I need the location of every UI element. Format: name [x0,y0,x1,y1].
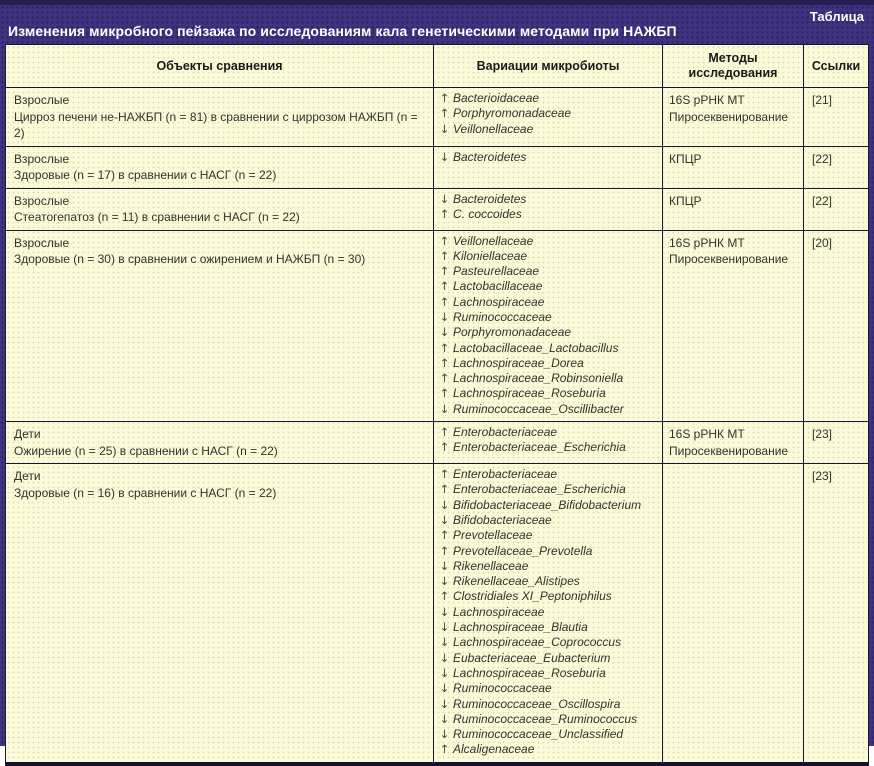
microbiota-entry [438,150,658,165]
microbiota-entry [438,341,658,356]
microbiota-entry [438,207,658,222]
microbiota-entry [438,234,658,249]
microbiota-entry [438,249,658,264]
taxon-name: Lactobacillaceae [453,279,543,294]
taxon-name: Veillonellaceae [453,233,534,248]
taxon-name: Ruminococcaceae_Oscillibacter [453,401,624,416]
trend-arrow-icon: ↓ [439,696,450,711]
microbiota-entry [438,589,658,604]
trend-arrow-icon: ↓ [439,325,450,340]
trend-arrow-icon: ↓ [439,665,450,680]
microbiota-entry [438,544,658,559]
cell-reference: [22] [812,151,833,166]
taxon-name: Prevotellaceae_Prevotella [453,543,593,558]
taxon-name: Porphyromonadaceae [453,106,572,121]
cell-microbiota-variations [434,147,663,188]
cell-microbiota-variations [434,88,663,146]
column-header-microbiota: Вариации микробиоты [434,45,663,87]
trend-arrow-icon: ↑ [439,340,450,355]
trend-arrow-icon: ↓ [439,604,450,619]
object-group-label: Дети [14,427,41,442]
taxon-name: Kiloniellaceae [453,248,528,263]
taxon-name: Lachnospiraceae_Roseburia [453,665,606,680]
taxon-name: Eubacteriaceae_Eubacterium [453,650,611,665]
microbiota-entry [438,528,658,543]
trend-arrow-icon: ↑ [439,589,450,604]
taxon-name: Veillonellaceae [453,121,534,136]
microbiota-entry [438,279,658,294]
microbiota-entry [438,559,658,574]
taxon-name: Bacteroidetes [453,149,527,164]
table-row [6,189,868,231]
cell-comparison-objects [6,189,434,230]
microbiota-entry [438,467,658,482]
object-comparison-text: Здоровые (n = 30) в сравнении с ожирением и НАЖБП (n = 30) [14,252,366,266]
trend-arrow-icon: ↓ [439,401,450,416]
table-row [6,422,868,464]
taxon-name: Lachnospiraceae_Blautia [453,620,588,635]
trend-arrow-icon: ↓ [439,558,450,573]
table-row [6,147,868,189]
trend-arrow-icon: ↑ [439,294,450,309]
microbiota-entry [438,425,658,440]
taxon-name: Lactobacillaceae_Lactobacillus [453,340,619,355]
taxon-name: Porphyromonadaceae [453,325,572,340]
trend-arrow-icon: ↑ [439,355,450,370]
cell-reference: [23] [812,427,833,442]
trend-arrow-icon: ↑ [439,528,450,543]
object-group-label: Дети [14,469,41,484]
microbiota-entry [438,513,658,528]
trend-arrow-icon: ↑ [439,106,450,121]
trend-arrow-icon: ↓ [439,149,450,164]
microbiota-entry [438,440,658,455]
taxon-name: Lachnospiraceae_Robinsoniella [453,371,624,386]
taxon-name: Lachnospiraceae [453,604,545,619]
taxon-name: C. coccoides [453,206,522,221]
cell-research-method: 16S рРНК МТ Пиросеквенирование [663,422,804,463]
trend-arrow-icon: ↑ [439,386,450,401]
taxon-name: Enterobacteriaceae [453,425,558,440]
taxon-name: Bacteroidetes [453,191,527,206]
microbiota-entry [438,106,658,121]
column-header-references: Ссылки [811,58,861,73]
data-table [5,44,869,766]
cell-microbiota-variations [434,189,663,230]
cell-comparison-objects [6,147,434,188]
object-comparison-text: Стеатогепатоз (n = 11) в сравнении с НАСГ (n = 22) [14,210,300,224]
taxon-name: Rikenellaceae [453,558,529,573]
cell-reference: [20] [812,235,833,250]
object-comparison-text: Здоровые (n = 17) в сравнении с НАСГ (n = 22) [14,168,277,182]
microbiota-entry [438,264,658,279]
taxon-name: Lachnospiraceae [453,294,545,309]
table-row [6,231,868,423]
microbiota-entry [438,742,658,757]
cell-research-method [663,464,804,762]
trend-arrow-icon: ↑ [439,440,450,455]
cell-reference: [21] [812,93,833,107]
trend-arrow-icon: ↓ [439,650,450,665]
trend-arrow-icon: ↓ [439,635,450,650]
microbiota-entry [438,620,658,635]
taxon-name: Enterobacteriaceae_Escherichia [453,440,626,455]
table-caption: Таблица [809,9,864,24]
cell-microbiota-variations [434,231,663,422]
trend-arrow-icon: ↑ [439,742,450,757]
microbiota-entry [438,681,658,696]
trend-arrow-icon: ↓ [439,711,450,726]
microbiota-entry [438,498,658,513]
taxon-name: Lachnospiraceae_Coprococcus [453,635,622,650]
trend-arrow-icon: ↑ [439,425,450,440]
trend-arrow-icon: ↑ [439,467,450,482]
cell-microbiota-variations [434,422,663,463]
object-group-label: Взрослые [14,235,70,250]
column-header-methods: Методы исследования [663,45,804,87]
trend-arrow-icon: ↑ [439,543,450,558]
table-title: Изменения микробного пейзажа по исследованиям кала генетическими методами при НАЖБП [8,23,677,39]
taxon-name: Clostridiales XI_Peptoniphilus [453,589,612,604]
top-border-strip [0,0,874,5]
trend-arrow-icon: ↓ [439,121,450,136]
trend-arrow-icon: ↓ [439,512,450,527]
object-comparison-text: Здоровые (n = 16) в сравнении с НАСГ (n = 22) [14,485,277,500]
microbiota-entry [438,356,658,371]
microbiota-entry [438,402,658,417]
cell-comparison-objects [6,88,434,146]
microbiota-entry [438,371,658,386]
table-row [6,464,868,762]
taxon-name: Ruminococcaceae [453,681,552,696]
microbiota-entry [438,482,658,497]
trend-arrow-icon: ↑ [439,264,450,279]
taxon-name: Ruminococcaceae [453,309,552,324]
microbiota-entry [438,697,658,712]
cell-research-method: КПЦР [663,189,804,230]
table-body [6,88,868,762]
table-row [6,88,868,147]
taxon-name: Bifidobacteriaceae_Bifidobacterium [453,497,642,512]
microbiota-entry [438,91,658,106]
taxon-name: Lachnospiraceae_Roseburia [453,386,606,401]
cell-comparison-objects [6,231,434,422]
taxon-name: Ruminococcaceae_Ruminococcus [453,711,638,726]
trend-arrow-icon: ↑ [439,482,450,497]
trend-arrow-icon: ↓ [439,681,450,696]
object-comparison-text: Ожирение (n = 25) в сравнении с НАСГ (n = 22) [14,443,278,458]
table-header-row [6,45,868,88]
trend-arrow-icon: ↑ [439,279,450,294]
trend-arrow-icon: ↑ [439,91,450,105]
cell-research-method: 16S рРНК МТ Пиросеквенирование [663,88,804,146]
object-comparison-text: Цирроз печени не-НАЖБП (n = 81) в сравнении с циррозом НАЖБП (n = 2) [14,109,418,140]
taxon-name: Bifidobacteriaceae [453,512,552,527]
trend-arrow-icon: ↑ [439,371,450,386]
trend-arrow-icon: ↓ [439,309,450,324]
cell-microbiota-variations [434,464,663,762]
taxon-name: Lachnospiraceae_Dorea [453,355,584,370]
trend-arrow-icon: ↑ [439,248,450,263]
trend-arrow-icon: ↑ [439,206,450,221]
trend-arrow-icon: ↑ [439,233,450,248]
cell-reference: [23] [812,469,833,484]
microbiota-entry [438,386,658,401]
trend-arrow-icon: ↓ [439,620,450,635]
object-group-label: Взрослые [14,93,70,107]
microbiota-entry [438,310,658,325]
cell-comparison-objects [6,422,434,463]
trend-arrow-icon: ↓ [439,497,450,512]
trend-arrow-icon: ↓ [439,574,450,589]
microbiota-entry [438,574,658,589]
cell-reference: [22] [812,193,833,208]
taxon-name: Bacterioidaceae [453,91,540,105]
cell-comparison-objects [6,464,434,762]
object-group-label: Взрослые [14,193,70,208]
taxon-name: Enterobacteriaceae_Escherichia [453,482,626,497]
microbiota-entry [438,122,658,137]
taxon-name: Ruminococcaceae_Oscillospira [453,696,621,711]
taxon-name: Alcaligenaceae [453,742,535,757]
microbiota-entry [438,192,658,207]
microbiota-entry [438,325,658,340]
taxon-name: Enterobacteriaceae [453,467,558,482]
microbiota-entry [438,712,658,727]
taxon-name: Rikenellaceae_Alistipes [453,574,580,589]
microbiota-entry [438,605,658,620]
trend-arrow-icon: ↓ [439,191,450,206]
cell-research-method: 16S рРНК МТ Пиросеквенирование [663,231,804,422]
trend-arrow-icon: ↓ [439,727,450,742]
taxon-name: Prevotellaceae [453,528,533,543]
column-header-objects: Объекты сравнения [6,45,434,87]
microbiota-entry [438,651,658,666]
microbiota-entry [438,295,658,310]
object-group-label: Взрослые [14,151,70,166]
microbiota-entry [438,727,658,742]
microbiota-entry [438,635,658,650]
taxon-name: Ruminococcaceae_Unclassified [453,727,624,742]
microbiota-entry [438,666,658,681]
taxon-name: Pasteurellaceae [453,264,540,279]
cell-research-method: КПЦР [663,147,804,188]
